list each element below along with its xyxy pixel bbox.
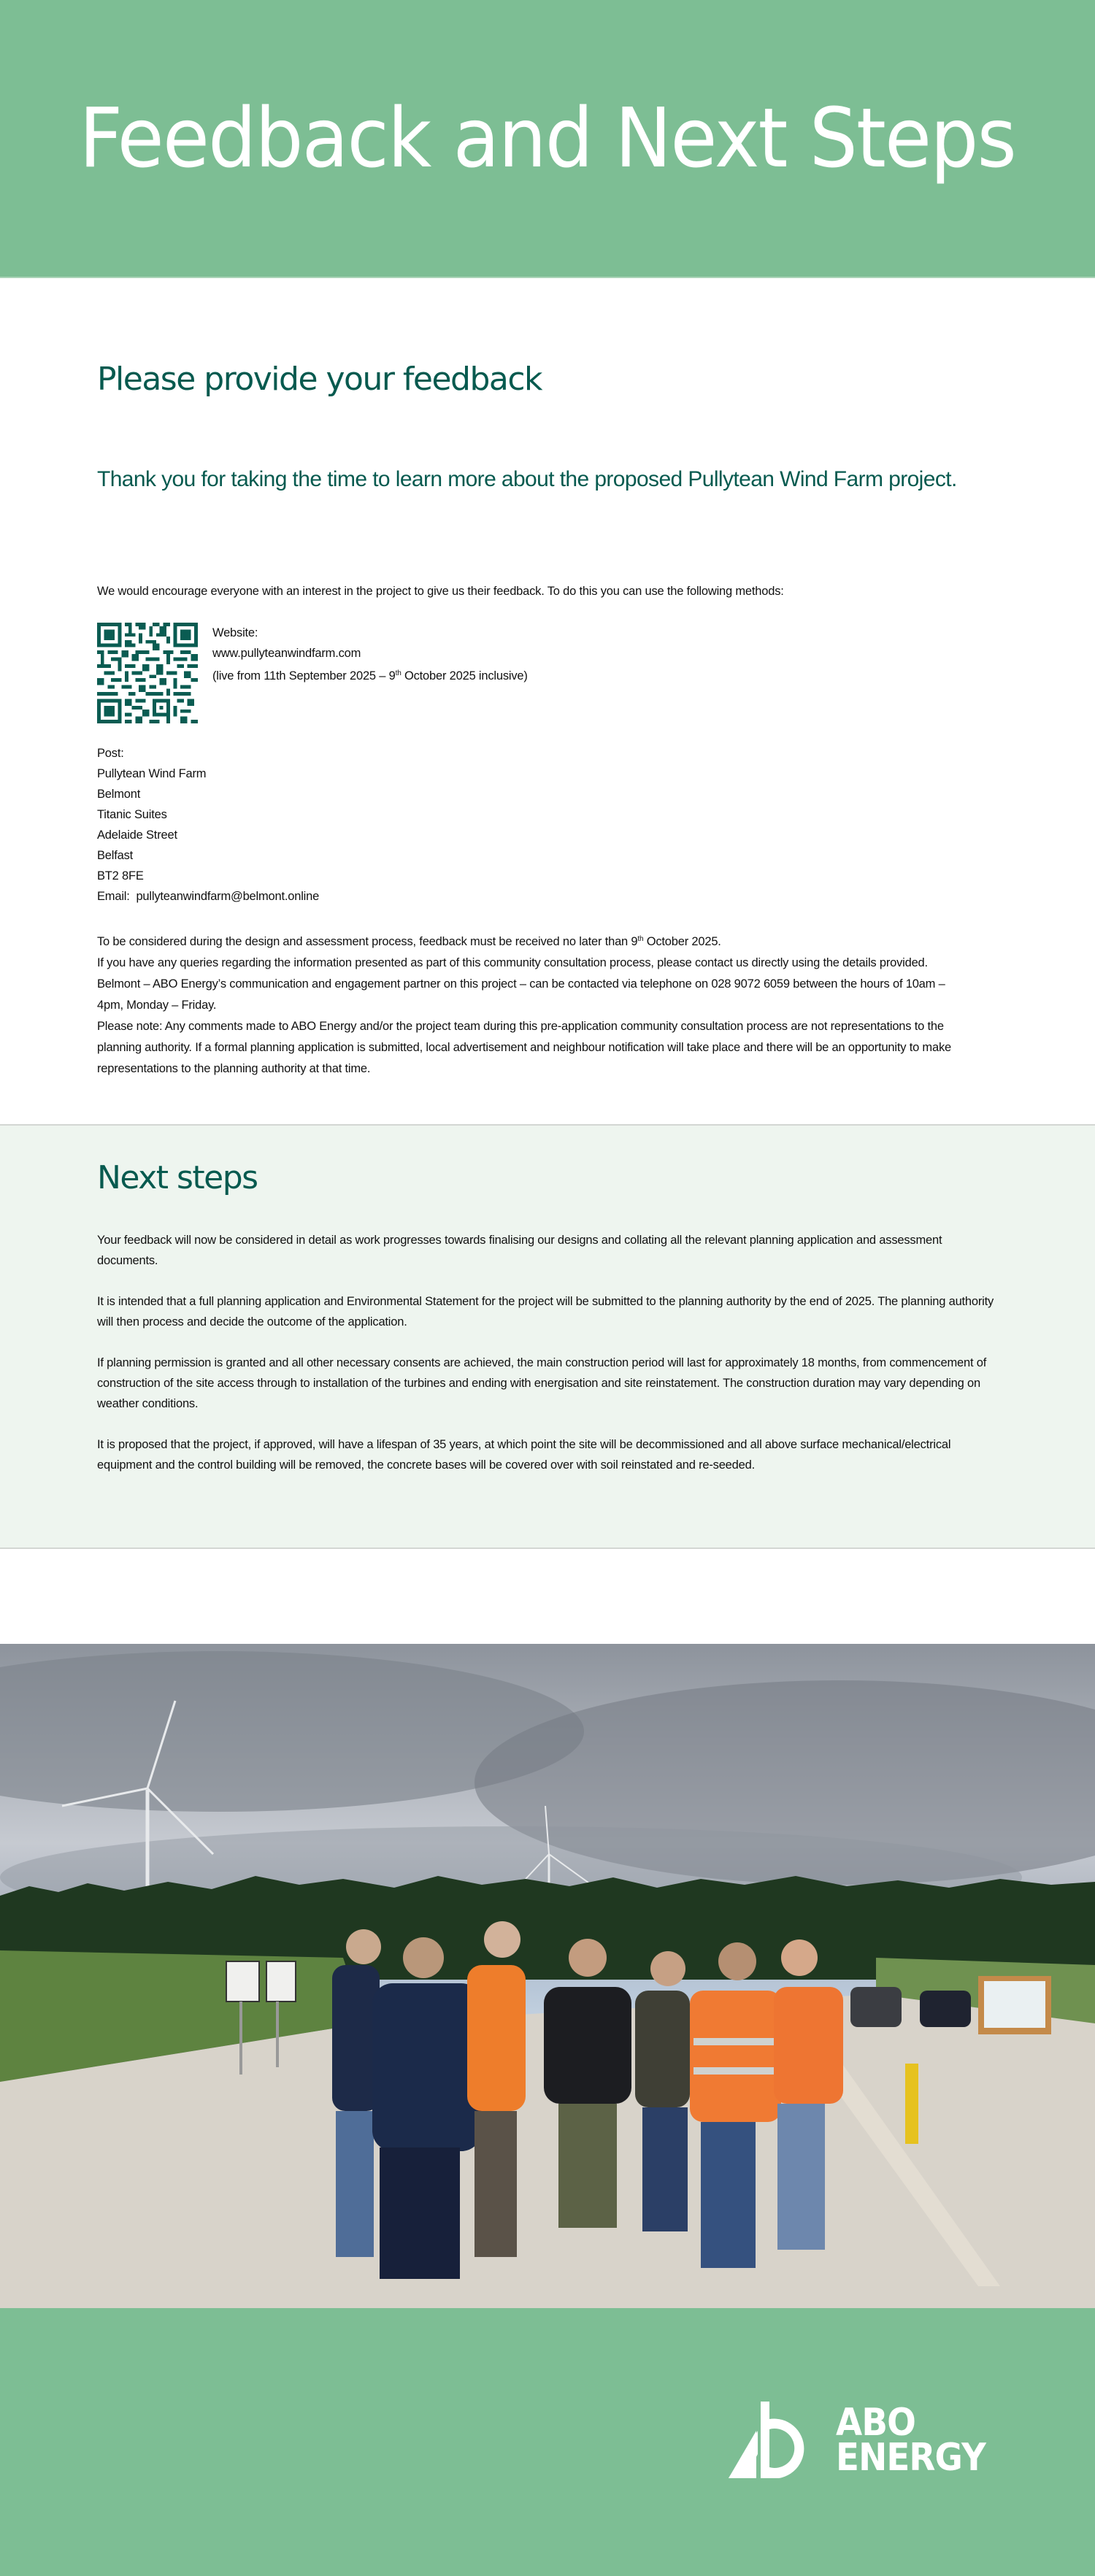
email-row [97, 886, 319, 907]
marker-post [905, 2064, 918, 2144]
logo-line-2: ENERGY [836, 2435, 986, 2480]
address-line: Titanic Suites [97, 808, 167, 821]
please-note: Please note: Any comments made to ABO Energy and/or the project team during this pre-application community consultation process are not representations to the planning authority. If a formal planning application is submitted, local advertisement and neighbour notification will take place and there will be an opportunity to make representations to the planning authority at that time. [97, 1020, 951, 1075]
ordinal-suffix: th [637, 935, 644, 943]
next-steps-body [97, 1230, 995, 1496]
address-line: Belmont [97, 788, 141, 801]
thanks-subheading: Thank you for taking the time to learn more about the proposed Pullytean Wind Farm project. [97, 467, 957, 491]
logo-wordmark [836, 2400, 986, 2480]
page-title: Feedback and Next Steps [79, 91, 1016, 186]
website-availability [212, 664, 528, 686]
next-steps-paragraph: If planning permission is granted and all other necessary consents are achieved, the main construction period will last for approximately 18 months, from commencement of construction of the site access through to installation of the turbines and ending with energisation and site reinstatement. The construction duration may vary depending on weather conditions. [97, 1356, 987, 1410]
direction-sign [226, 1961, 259, 2002]
site-visit-photo [0, 1644, 1095, 2308]
logo-line-1: ABO [836, 2400, 915, 2445]
page-header [0, 0, 1095, 278]
next-steps-paragraph: It is intended that a full planning application and Environmental Statement for the project will be submitted to the planning authority by the end of 2025. The planning authority will then process and decide the outcome of the application. [97, 1295, 994, 1329]
next-steps-heading: Next steps [97, 1159, 258, 1196]
next-steps-section [0, 1124, 1095, 1549]
post-method [97, 743, 319, 907]
feedback-heading: Please provide your feedback [97, 361, 542, 398]
deadline-note [97, 928, 973, 953]
deadline-text: To be considered during the design and assessment process, feedback must be received no later than 9 [97, 935, 638, 948]
website-label: Website: [212, 626, 258, 639]
address-line: Belfast [97, 849, 134, 862]
queries-note: If you have any queries regarding the information presented as part of this community consultation process, please contact us directly using the details provided. Belmont – ABO Energy’s communication and engagement partner on this project – can be contacted via telephone on 028 9072 6059 between the hours of 10am – 4pm, Monday – Friday. [97, 956, 945, 1012]
address-line: BT2 8FE [97, 869, 144, 883]
feedback-section [0, 278, 1095, 1124]
abo-energy-logo-icon [729, 2402, 827, 2478]
feedback-notes [97, 928, 973, 1080]
page-footer [0, 2308, 1095, 2576]
next-steps-paragraph: Your feedback will now be considered in detail as work progresses towards finalising our designs and collating all the relevant planning application and assessment documents. [97, 1234, 942, 1267]
ordinal-suffix: th [395, 669, 402, 677]
spacer [0, 1549, 1095, 1644]
availability-text: (live from 11th September 2025 – 9 [212, 669, 396, 683]
address-line: Pullytean Wind Farm [97, 767, 207, 780]
website-method [97, 623, 528, 723]
website-details [212, 623, 528, 723]
email-link[interactable]: pullyteanwindfarm@belmont.online [136, 890, 320, 903]
abo-energy-logo [729, 2402, 1002, 2478]
feedback-intro: We would encourage everyone with an interest in the project to give us their feedback. To do this you can use the following methods: [97, 585, 784, 598]
availability-text-end: October 2025 inclusive) [401, 669, 528, 683]
address-line: Adelaide Street [97, 828, 177, 842]
post-label: Post: [97, 747, 124, 760]
direction-sign [266, 1961, 296, 2002]
deadline-text-end: October 2025. [643, 935, 721, 948]
email-label: Email: [97, 890, 130, 903]
qr-code-icon[interactable] [97, 623, 198, 723]
photo-illustration [0, 1644, 1095, 2308]
next-steps-paragraph: It is proposed that the project, if approved, will have a lifespan of 35 years, at which point the site will be decommissioned and all above surface mechanical/electrical equipment and the control building will be removed, the concrete bases will be covered over with soil reinstated and re-seeded. [97, 1438, 951, 1472]
website-link[interactable]: www.pullyteanwindfarm.com [212, 647, 361, 660]
hi-vis-vest [690, 1991, 781, 2122]
